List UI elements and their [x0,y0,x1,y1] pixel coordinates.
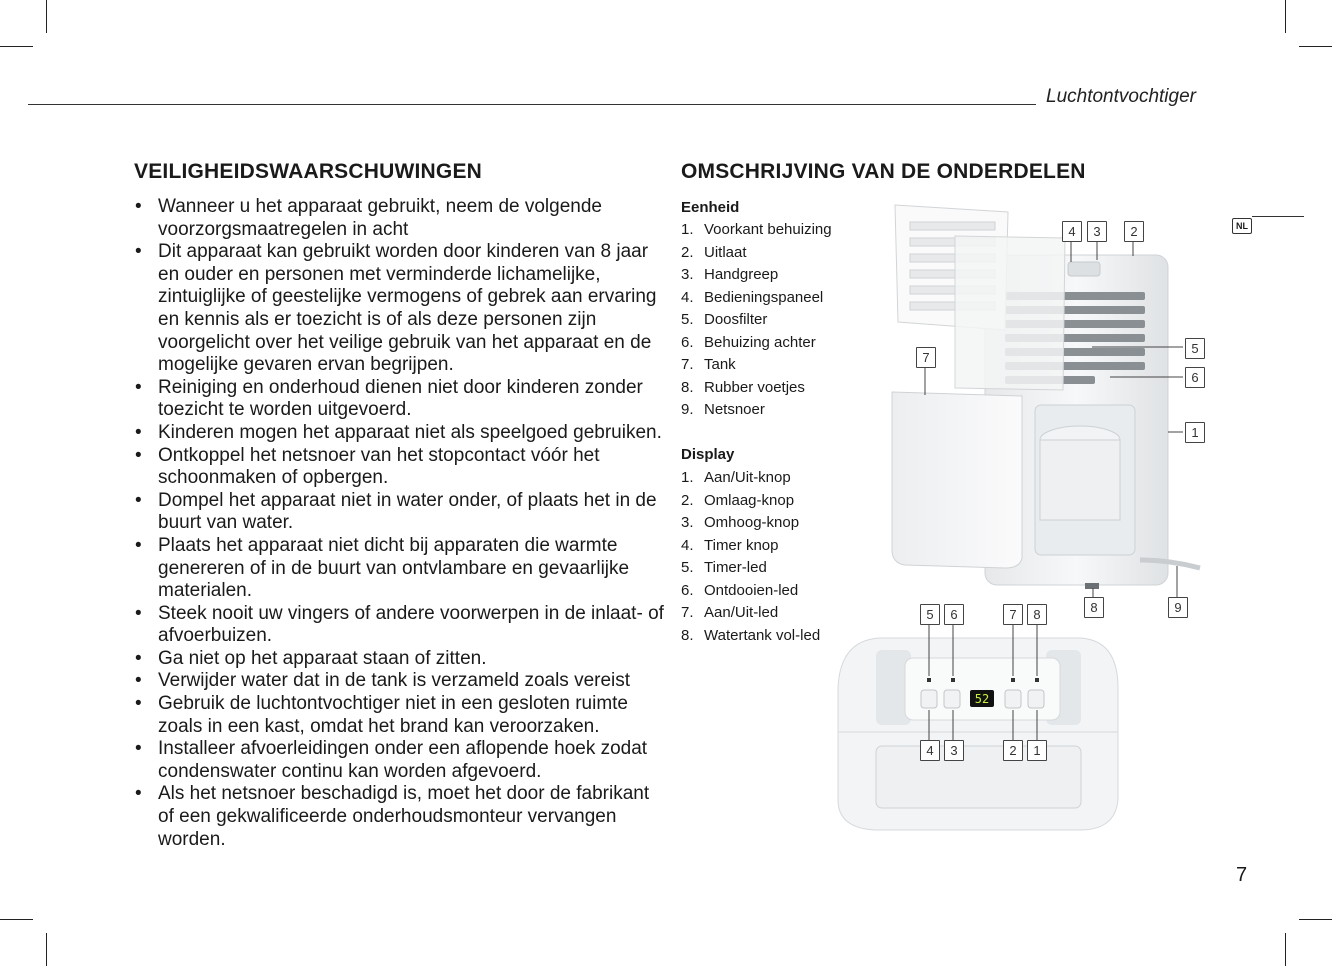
part-number: 2. [681,243,694,261]
part-number: 3. [681,514,694,531]
part-label: Timer-led [704,559,767,576]
part-label: Timer knop [704,536,779,554]
safety-warning-item: • Reiniging en onderhoud dienen niet door kinderen zonder toezicht te worden uitgevoerd. [134,377,664,422]
parts-heading: OMSCHRIJVING VAN DE ONDERDELEN [681,160,1086,183]
part-label: Omlaag-knop [704,491,795,509]
callout-display-3: 3 [944,740,964,761]
callout-unit-1: 1 [1185,422,1205,443]
part-number: 9. [681,401,694,418]
part-number: 4. [681,288,694,306]
part-number: 8. [681,378,694,396]
digital-readout-value: 52 [974,692,990,706]
unit-subheading: Eenheid [681,199,740,216]
callout-display-5: 5 [920,604,940,625]
part-label: Behuizing achter [704,333,816,351]
part-label: Netsnoer [704,401,765,418]
part-number: 8. [681,626,694,644]
safety-warning-item: • Dit apparaat kan gebruikt worden door kinderen van 8 jaar en ouder en personen met verminderde lichamelijke, zintuiglijke of geestelijke vermogens of gebrek aan ervaring en kennis als er toezicht is of als deze personen zijn voorgelicht over het veilige gebruik van het apparaat en de mogelijke gevaren ervan begrijpen. [134,241,664,377]
callout-display-6: 6 [944,604,964,625]
part-label: Ontdooien-led [704,581,799,599]
document-title: Luchtontvochtiger [1046,86,1196,107]
part-number: 1. [681,469,694,486]
safety-warning-item: • Dompel het apparaat niet in water onder, of plaats het in de buurt van water. [134,490,664,535]
page-number: 7 [1236,864,1248,886]
safety-warning-item: • Ontkoppel het netsnoer van het stopcontact vóór het schoonmaken of opbergen. [134,445,664,490]
safety-warning-item: • Plaats het apparaat niet dicht bij apparaten die warmte genereren of in de buurt van ontvlambare en gevaarlijke materialen. [134,535,664,603]
part-label: Rubber voetjes [704,378,805,396]
part-number: 6. [681,333,694,351]
part-label: Aan/Uit-knop [704,469,791,486]
safety-warning-item: • Installeer afvoerleidingen onder een aflopende hoek zodat condenswater continu kan worden afgevoerd. [134,738,664,783]
callout-display-1: 1 [1027,740,1047,761]
part-label: Handgreep [704,266,779,283]
part-number: 3. [681,266,694,283]
safety-warning-item: • Kinderen mogen het apparaat niet als speelgoed gebruiken. [134,422,664,445]
callout-display-7: 7 [1003,604,1023,625]
display-unit-body [838,638,1118,830]
callout-display-4: 4 [920,740,940,761]
part-number: 4. [681,536,694,554]
callout-display-2: 2 [1003,740,1023,761]
part-number: 2. [681,491,694,509]
callout-unit-3: 3 [1087,221,1107,242]
safety-warning-item: • Steek nooit uw vingers of andere voorwerpen in de inlaat- of afvoerbuizen. [134,603,664,648]
safety-warning-item: • Als het netsnoer beschadigd is, moet het door de fabrikant of een gekwalificeerde onderhoudsmonteur vervangen worden. [134,783,664,851]
water-tank [892,392,1022,568]
safety-heading: VEILIGHEIDSWAARSCHUWINGEN [134,160,483,183]
callout-unit-7: 7 [916,347,936,368]
part-label: Uitlaat [704,243,747,261]
safety-warning-item: • Ga niet op het apparaat staan of zitten. [134,648,664,671]
part-number: 7. [681,356,694,373]
callout-unit-4: 4 [1062,221,1082,242]
part-label: Omhoog-knop [704,514,800,531]
part-label: Doosfilter [704,311,768,328]
part-label: Tank [704,356,736,373]
callout-unit-2: 2 [1124,221,1144,242]
callout-display-8: 8 [1027,604,1047,625]
part-label: Voorkant behuizing [704,221,832,238]
callout-unit-8: 8 [1084,597,1104,618]
part-number: 5. [681,311,694,328]
safety-warning-item: • Gebruik de luchtontvochtiger niet in een gesloten ruimte zoals in een kast, omdat het brand kan veroorzaken. [134,693,664,738]
safety-warning-item: • Verwijder water dat in de tank is verzameld zoals vereist [134,670,664,693]
part-number: 5. [681,559,694,576]
callout-unit-9: 9 [1168,597,1188,618]
callout-unit-6: 6 [1185,367,1205,388]
callout-unit-5: 5 [1185,338,1205,359]
part-label: Aan/Uit-led [704,604,779,621]
display-subheading: Display [681,446,735,463]
part-label: Bedieningspaneel [704,288,824,306]
part-number: 7. [681,604,694,621]
part-number: 6. [681,581,694,599]
part-number: 1. [681,221,694,238]
part-label: Watertank vol-led [704,626,821,644]
language-badge: NL [1232,218,1252,234]
safety-warning-item: • Wanneer u het apparaat gebruikt, neem de volgende voorzorgsmaatregelen in acht [134,196,664,241]
